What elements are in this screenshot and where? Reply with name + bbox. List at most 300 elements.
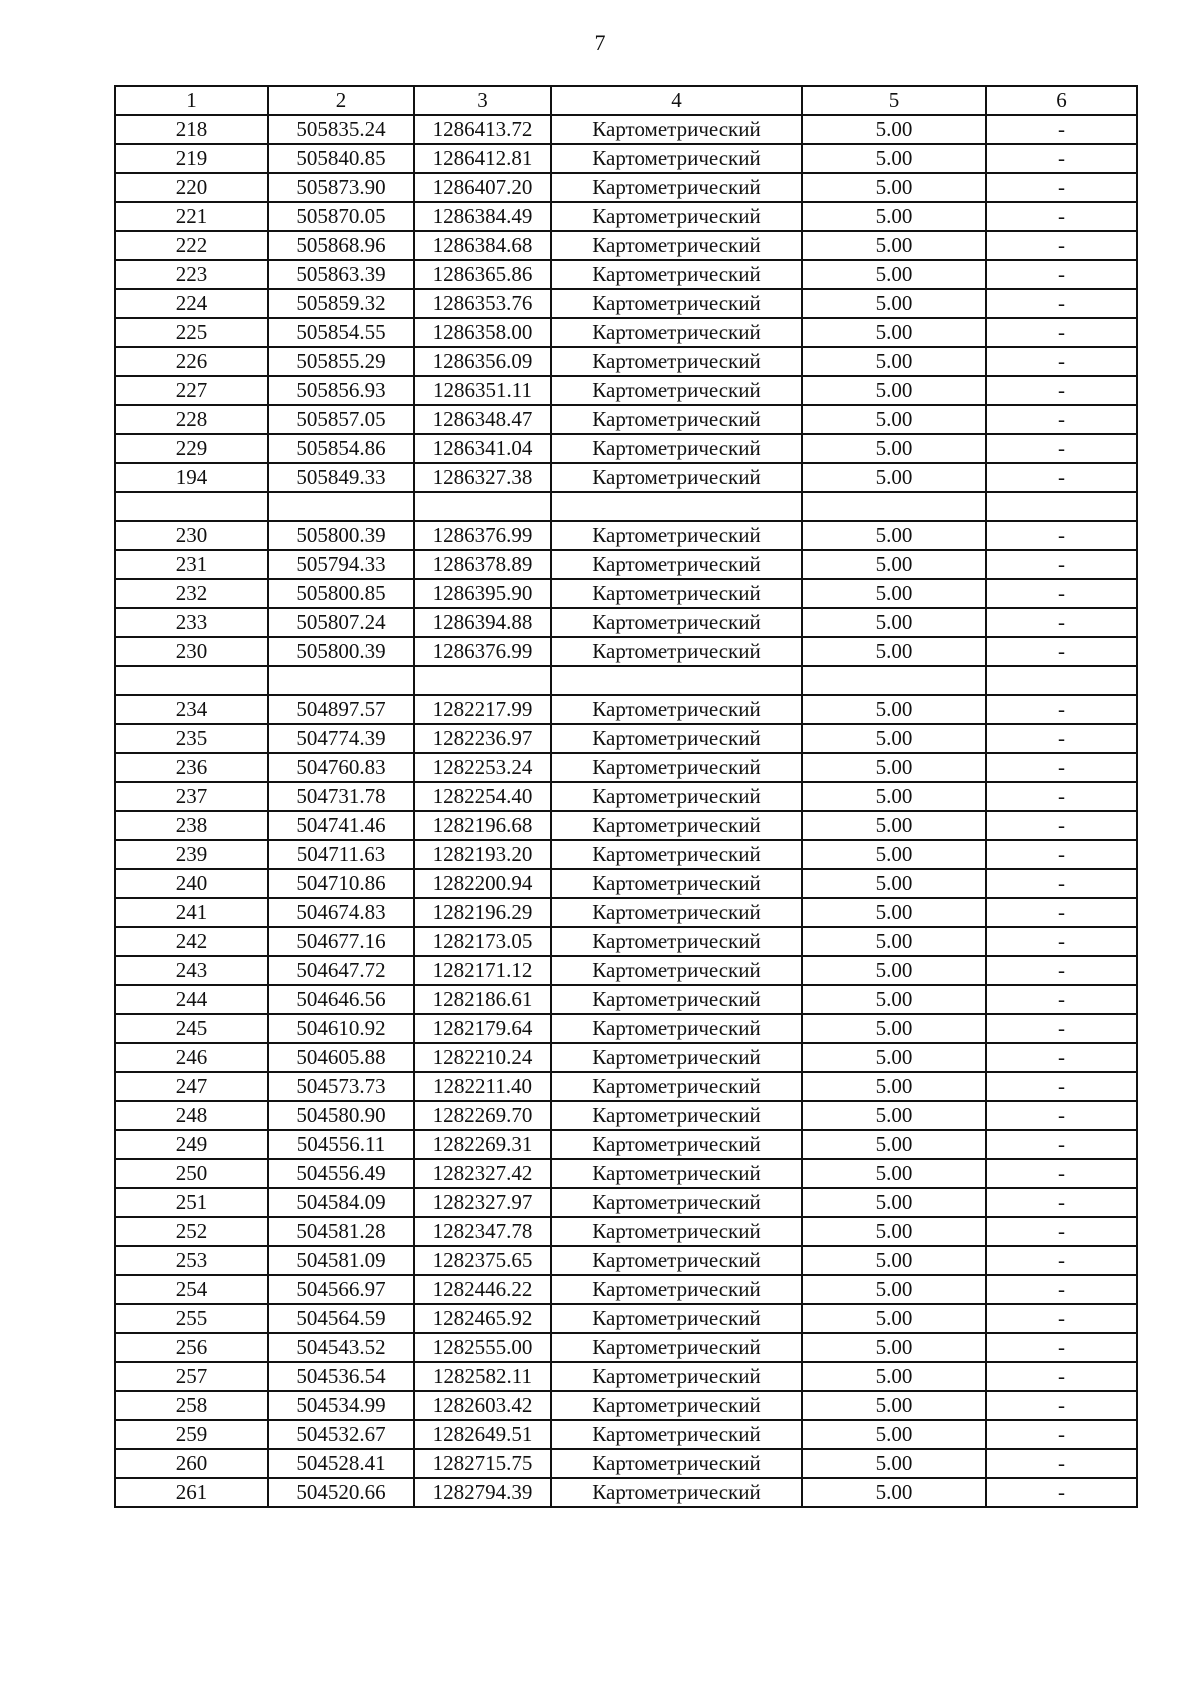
table-cell: 5.00 xyxy=(802,1246,986,1275)
table-cell: 226 xyxy=(115,347,268,376)
table-cell: Картометрический xyxy=(551,608,802,637)
table-cell: 505855.29 xyxy=(268,347,414,376)
table-cell: - xyxy=(986,550,1137,579)
table-row xyxy=(115,782,1137,811)
table-cell: Картометрический xyxy=(551,782,802,811)
table-cell: 5.00 xyxy=(802,811,986,840)
table-cell: 5.00 xyxy=(802,1449,986,1478)
table-row xyxy=(115,579,1137,608)
table-row xyxy=(115,521,1137,550)
table-cell: 5.00 xyxy=(802,782,986,811)
table-cell: 504605.88 xyxy=(268,1043,414,1072)
table-cell: 504610.92 xyxy=(268,1014,414,1043)
table-cell: Картометрический xyxy=(551,318,802,347)
table-cell: 5.00 xyxy=(802,637,986,666)
table-row xyxy=(115,1043,1137,1072)
table-cell: 504731.78 xyxy=(268,782,414,811)
table-cell: 5.00 xyxy=(802,985,986,1014)
table-cell: 1286365.86 xyxy=(414,260,551,289)
table-cell: 250 xyxy=(115,1159,268,1188)
table-row xyxy=(115,811,1137,840)
table-row xyxy=(115,347,1137,376)
table-cell: Картометрический xyxy=(551,985,802,1014)
table-cell: 5.00 xyxy=(802,231,986,260)
table-cell: Картометрический xyxy=(551,231,802,260)
table-row xyxy=(115,927,1137,956)
table-row xyxy=(115,985,1137,1014)
table-cell: 504897.57 xyxy=(268,695,414,724)
table-cell: - xyxy=(986,608,1137,637)
table-cell: 221 xyxy=(115,202,268,231)
table-cell: 5.00 xyxy=(802,1304,986,1333)
table-cell: 5.00 xyxy=(802,1043,986,1072)
table-cell: 241 xyxy=(115,898,268,927)
table-cell: Картометрический xyxy=(551,1043,802,1072)
table-cell: 1282179.64 xyxy=(414,1014,551,1043)
table-row xyxy=(115,898,1137,927)
table-cell: 5.00 xyxy=(802,1130,986,1159)
table-cell: - xyxy=(986,869,1137,898)
table-cell: 1282794.39 xyxy=(414,1478,551,1507)
table-cell: 5.00 xyxy=(802,1188,986,1217)
table-cell: 1286394.88 xyxy=(414,608,551,637)
table-cell: 5.00 xyxy=(802,405,986,434)
table-cell: 230 xyxy=(115,521,268,550)
table-cell: 5.00 xyxy=(802,579,986,608)
table-cell: 5.00 xyxy=(802,1159,986,1188)
table-cell: 225 xyxy=(115,318,268,347)
table-cell: 5.00 xyxy=(802,260,986,289)
table-cell: - xyxy=(986,318,1137,347)
table-cell: 1282269.70 xyxy=(414,1101,551,1130)
table-cell: Картометрический xyxy=(551,927,802,956)
table-cell xyxy=(268,492,414,521)
table-cell: 1286351.11 xyxy=(414,376,551,405)
table-cell: 1286358.00 xyxy=(414,318,551,347)
table-cell: Картометрический xyxy=(551,956,802,985)
table-cell: 237 xyxy=(115,782,268,811)
table-body xyxy=(115,115,1137,1507)
table-cell: - xyxy=(986,579,1137,608)
table-row xyxy=(115,550,1137,579)
table-cell: - xyxy=(986,1014,1137,1043)
table-cell: - xyxy=(986,1130,1137,1159)
table-cell: 504584.09 xyxy=(268,1188,414,1217)
table-row xyxy=(115,1246,1137,1275)
table-cell: Картометрический xyxy=(551,1391,802,1420)
table-cell: 505854.55 xyxy=(268,318,414,347)
table-cell: - xyxy=(986,202,1137,231)
column-header: 5 xyxy=(802,86,986,115)
table-cell: - xyxy=(986,956,1137,985)
table-cell: Картометрический xyxy=(551,1275,802,1304)
table-cell: 243 xyxy=(115,956,268,985)
table-cell: Картометрический xyxy=(551,579,802,608)
table-cell: 505859.32 xyxy=(268,289,414,318)
table-cell: 504774.39 xyxy=(268,724,414,753)
table-cell: 505800.39 xyxy=(268,637,414,666)
table-cell: 504573.73 xyxy=(268,1072,414,1101)
table-cell: 1286407.20 xyxy=(414,173,551,202)
table-cell: 5.00 xyxy=(802,463,986,492)
table-row xyxy=(115,492,1137,521)
table-cell: 1286395.90 xyxy=(414,579,551,608)
table-cell: 1282217.99 xyxy=(414,695,551,724)
table-cell: 5.00 xyxy=(802,318,986,347)
table-cell: 222 xyxy=(115,231,268,260)
table-cell: - xyxy=(986,1304,1137,1333)
table-cell: Картометрический xyxy=(551,1072,802,1101)
table-row xyxy=(115,144,1137,173)
table-cell: Картометрический xyxy=(551,811,802,840)
table-cell: 1282327.42 xyxy=(414,1159,551,1188)
table-row xyxy=(115,1362,1137,1391)
table-cell: 1282236.97 xyxy=(414,724,551,753)
table-cell xyxy=(802,666,986,695)
table-cell: 229 xyxy=(115,434,268,463)
table-cell: 1282211.40 xyxy=(414,1072,551,1101)
table-cell: - xyxy=(986,1478,1137,1507)
table-cell: 259 xyxy=(115,1420,268,1449)
table-cell: 1282253.24 xyxy=(414,753,551,782)
table-cell: Картометрический xyxy=(551,1478,802,1507)
table-cell: - xyxy=(986,1072,1137,1101)
table-cell: - xyxy=(986,144,1137,173)
table-cell xyxy=(414,666,551,695)
table-cell: 230 xyxy=(115,637,268,666)
table-row xyxy=(115,1391,1137,1420)
table-cell: - xyxy=(986,724,1137,753)
table-cell: - xyxy=(986,1043,1137,1072)
table-cell: 5.00 xyxy=(802,1333,986,1362)
table-cell: Картометрический xyxy=(551,724,802,753)
table-cell: 244 xyxy=(115,985,268,1014)
table-cell: - xyxy=(986,1420,1137,1449)
table-cell: 1282193.20 xyxy=(414,840,551,869)
table-row xyxy=(115,1014,1137,1043)
table-cell: 505800.85 xyxy=(268,579,414,608)
table-cell: 504564.59 xyxy=(268,1304,414,1333)
table-cell xyxy=(115,492,268,521)
table-cell: 505835.24 xyxy=(268,115,414,144)
table-cell: 255 xyxy=(115,1304,268,1333)
table-cell: Картометрический xyxy=(551,260,802,289)
table-cell: 245 xyxy=(115,1014,268,1043)
table-cell: 505863.39 xyxy=(268,260,414,289)
table-cell: 504536.54 xyxy=(268,1362,414,1391)
table-cell: - xyxy=(986,115,1137,144)
table-row xyxy=(115,666,1137,695)
table-cell: 5.00 xyxy=(802,608,986,637)
table-cell: 504581.28 xyxy=(268,1217,414,1246)
table-cell: 504711.63 xyxy=(268,840,414,869)
table-row xyxy=(115,1217,1137,1246)
table-cell: 194 xyxy=(115,463,268,492)
table-cell: - xyxy=(986,463,1137,492)
table-cell: Картометрический xyxy=(551,550,802,579)
table-cell: 238 xyxy=(115,811,268,840)
table-cell xyxy=(268,666,414,695)
table-cell: 505800.39 xyxy=(268,521,414,550)
table-cell: 505840.85 xyxy=(268,144,414,173)
table-cell: Картометрический xyxy=(551,289,802,318)
table-cell: - xyxy=(986,985,1137,1014)
table-cell: 231 xyxy=(115,550,268,579)
table-row xyxy=(115,637,1137,666)
table-cell: - xyxy=(986,927,1137,956)
table-cell: - xyxy=(986,753,1137,782)
table-cell: 1282446.22 xyxy=(414,1275,551,1304)
table-cell: 505868.96 xyxy=(268,231,414,260)
table-cell: 5.00 xyxy=(802,753,986,782)
table-cell: 5.00 xyxy=(802,840,986,869)
table-cell: - xyxy=(986,173,1137,202)
table-cell: 504528.41 xyxy=(268,1449,414,1478)
table-cell: 504532.67 xyxy=(268,1420,414,1449)
table-cell: 1286341.04 xyxy=(414,434,551,463)
table-cell: 1282171.12 xyxy=(414,956,551,985)
table-cell: Картометрический xyxy=(551,753,802,782)
table-cell: - xyxy=(986,1391,1137,1420)
table-cell: - xyxy=(986,1449,1137,1478)
table-cell: 234 xyxy=(115,695,268,724)
table-cell xyxy=(115,666,268,695)
table-cell: 1282715.75 xyxy=(414,1449,551,1478)
table-row xyxy=(115,405,1137,434)
table-cell: 5.00 xyxy=(802,869,986,898)
table-cell: 5.00 xyxy=(802,347,986,376)
table-cell: Картометрический xyxy=(551,1130,802,1159)
table-cell: 505873.90 xyxy=(268,173,414,202)
table-cell: 5.00 xyxy=(802,1217,986,1246)
table-cell: Картометрический xyxy=(551,144,802,173)
table-cell: 257 xyxy=(115,1362,268,1391)
table-cell: 1282200.94 xyxy=(414,869,551,898)
table-row xyxy=(115,956,1137,985)
table-cell: Картометрический xyxy=(551,347,802,376)
table-cell: 247 xyxy=(115,1072,268,1101)
table-cell: - xyxy=(986,695,1137,724)
page-number: 7 xyxy=(594,30,606,55)
table-cell: 5.00 xyxy=(802,202,986,231)
table-cell: - xyxy=(986,1188,1137,1217)
table-row xyxy=(115,289,1137,318)
table-row xyxy=(115,173,1137,202)
table-cell: 1282465.92 xyxy=(414,1304,551,1333)
table-cell: 1282603.42 xyxy=(414,1391,551,1420)
table-cell: 5.00 xyxy=(802,724,986,753)
table-cell: 219 xyxy=(115,144,268,173)
table-cell: 1282196.29 xyxy=(414,898,551,927)
column-header: 1 xyxy=(115,86,268,115)
table-cell: - xyxy=(986,1217,1137,1246)
table-cell: 504674.83 xyxy=(268,898,414,927)
table-cell: 505854.86 xyxy=(268,434,414,463)
table-cell: 1286412.81 xyxy=(414,144,551,173)
table-cell: - xyxy=(986,405,1137,434)
table-row xyxy=(115,753,1137,782)
table-cell: Картометрический xyxy=(551,1420,802,1449)
table-cell: 5.00 xyxy=(802,550,986,579)
table-cell: 5.00 xyxy=(802,695,986,724)
table-cell: 246 xyxy=(115,1043,268,1072)
table-cell: 252 xyxy=(115,1217,268,1246)
table-cell: 220 xyxy=(115,173,268,202)
table-cell: 504556.11 xyxy=(268,1130,414,1159)
table-cell: Картометрический xyxy=(551,115,802,144)
table-cell: 223 xyxy=(115,260,268,289)
table-cell: 504741.46 xyxy=(268,811,414,840)
table-cell: Картометрический xyxy=(551,376,802,405)
table-cell: 1286378.89 xyxy=(414,550,551,579)
table-row xyxy=(115,1304,1137,1333)
table-cell: 5.00 xyxy=(802,1101,986,1130)
table-cell: 5.00 xyxy=(802,1391,986,1420)
table-cell: 240 xyxy=(115,869,268,898)
table-row xyxy=(115,840,1137,869)
table-cell: 1286376.99 xyxy=(414,521,551,550)
table-cell: 1282555.00 xyxy=(414,1333,551,1362)
table-cell: 227 xyxy=(115,376,268,405)
coordinates-table xyxy=(114,85,1138,1508)
table-cell: 5.00 xyxy=(802,434,986,463)
table-row xyxy=(115,463,1137,492)
table-cell: 1286384.68 xyxy=(414,231,551,260)
table-cell: 504677.16 xyxy=(268,927,414,956)
table-cell: 242 xyxy=(115,927,268,956)
table-cell: 1282196.68 xyxy=(414,811,551,840)
table-cell: 254 xyxy=(115,1275,268,1304)
table-row xyxy=(115,318,1137,347)
table-cell: 256 xyxy=(115,1333,268,1362)
table-cell: 5.00 xyxy=(802,1420,986,1449)
table-cell: - xyxy=(986,1101,1137,1130)
table-row xyxy=(115,376,1137,405)
table-cell: 1282375.65 xyxy=(414,1246,551,1275)
table-cell: 504534.99 xyxy=(268,1391,414,1420)
table-cell: 258 xyxy=(115,1391,268,1420)
table-cell: 504581.09 xyxy=(268,1246,414,1275)
table-row xyxy=(115,1420,1137,1449)
table-cell: 218 xyxy=(115,115,268,144)
table-cell: - xyxy=(986,1362,1137,1391)
table-cell xyxy=(551,492,802,521)
table-row xyxy=(115,1478,1137,1507)
table-cell: 5.00 xyxy=(802,1014,986,1043)
table-cell: 1282327.97 xyxy=(414,1188,551,1217)
table-row xyxy=(115,1333,1137,1362)
table-cell: 1282186.61 xyxy=(414,985,551,1014)
table-cell: Картометрический xyxy=(551,695,802,724)
table-cell: Картометрический xyxy=(551,1362,802,1391)
table-cell: - xyxy=(986,1333,1137,1362)
table-cell: 504710.86 xyxy=(268,869,414,898)
table-cell: 504760.83 xyxy=(268,753,414,782)
table-cell: 239 xyxy=(115,840,268,869)
table-cell: 505857.05 xyxy=(268,405,414,434)
table-cell: 1282173.05 xyxy=(414,927,551,956)
table-cell: 5.00 xyxy=(802,898,986,927)
table-cell: Картометрический xyxy=(551,840,802,869)
table-cell: - xyxy=(986,840,1137,869)
table-cell: - xyxy=(986,347,1137,376)
table-cell: 1286413.72 xyxy=(414,115,551,144)
table-cell: 5.00 xyxy=(802,1072,986,1101)
table-cell: Картометрический xyxy=(551,637,802,666)
table-cell: 504580.90 xyxy=(268,1101,414,1130)
table-cell: Картометрический xyxy=(551,869,802,898)
table-cell: Картометрический xyxy=(551,1217,802,1246)
table-cell: 504566.97 xyxy=(268,1275,414,1304)
table-cell: 253 xyxy=(115,1246,268,1275)
table-cell: 5.00 xyxy=(802,1478,986,1507)
table-row xyxy=(115,869,1137,898)
table-cell: 5.00 xyxy=(802,1362,986,1391)
table-cell xyxy=(551,666,802,695)
column-header: 3 xyxy=(414,86,551,115)
table-cell: 5.00 xyxy=(802,173,986,202)
table-cell: 249 xyxy=(115,1130,268,1159)
table-cell: - xyxy=(986,376,1137,405)
table-cell: 504520.66 xyxy=(268,1478,414,1507)
table-cell: Картометрический xyxy=(551,405,802,434)
table-row xyxy=(115,202,1137,231)
table-cell: 5.00 xyxy=(802,1275,986,1304)
table-cell: - xyxy=(986,231,1137,260)
table-cell: 232 xyxy=(115,579,268,608)
table-cell: Картометрический xyxy=(551,173,802,202)
table-cell xyxy=(986,492,1137,521)
table-row xyxy=(115,1275,1137,1304)
table-cell: Картометрический xyxy=(551,1101,802,1130)
table-cell: 1282210.24 xyxy=(414,1043,551,1072)
table-row xyxy=(115,1130,1137,1159)
table-cell: 1286356.09 xyxy=(414,347,551,376)
table-cell: Картометрический xyxy=(551,463,802,492)
table-cell: Картометрический xyxy=(551,1246,802,1275)
table-cell xyxy=(986,666,1137,695)
column-header: 6 xyxy=(986,86,1137,115)
table-cell: 1282347.78 xyxy=(414,1217,551,1246)
table-cell: 224 xyxy=(115,289,268,318)
table-cell: - xyxy=(986,434,1137,463)
table-header-row xyxy=(115,86,1137,115)
table-cell: - xyxy=(986,521,1137,550)
table-cell: Картометрический xyxy=(551,202,802,231)
table-row xyxy=(115,1101,1137,1130)
table-cell: 504543.52 xyxy=(268,1333,414,1362)
table-cell: Картометрический xyxy=(551,521,802,550)
table-cell: 1282254.40 xyxy=(414,782,551,811)
table-cell: - xyxy=(986,637,1137,666)
table-cell: Картометрический xyxy=(551,434,802,463)
table-cell: 261 xyxy=(115,1478,268,1507)
table-cell: - xyxy=(986,1159,1137,1188)
table-cell: Картометрический xyxy=(551,1333,802,1362)
table-cell: 504647.72 xyxy=(268,956,414,985)
table-cell: 228 xyxy=(115,405,268,434)
table-cell: 1282269.31 xyxy=(414,1130,551,1159)
table-cell: Картометрический xyxy=(551,1449,802,1478)
table-cell: - xyxy=(986,811,1137,840)
table-cell: Картометрический xyxy=(551,1304,802,1333)
table-cell: 5.00 xyxy=(802,289,986,318)
table-cell: 235 xyxy=(115,724,268,753)
table-cell: 233 xyxy=(115,608,268,637)
table-cell: - xyxy=(986,782,1137,811)
table-cell: 1282649.51 xyxy=(414,1420,551,1449)
table-cell: - xyxy=(986,260,1137,289)
